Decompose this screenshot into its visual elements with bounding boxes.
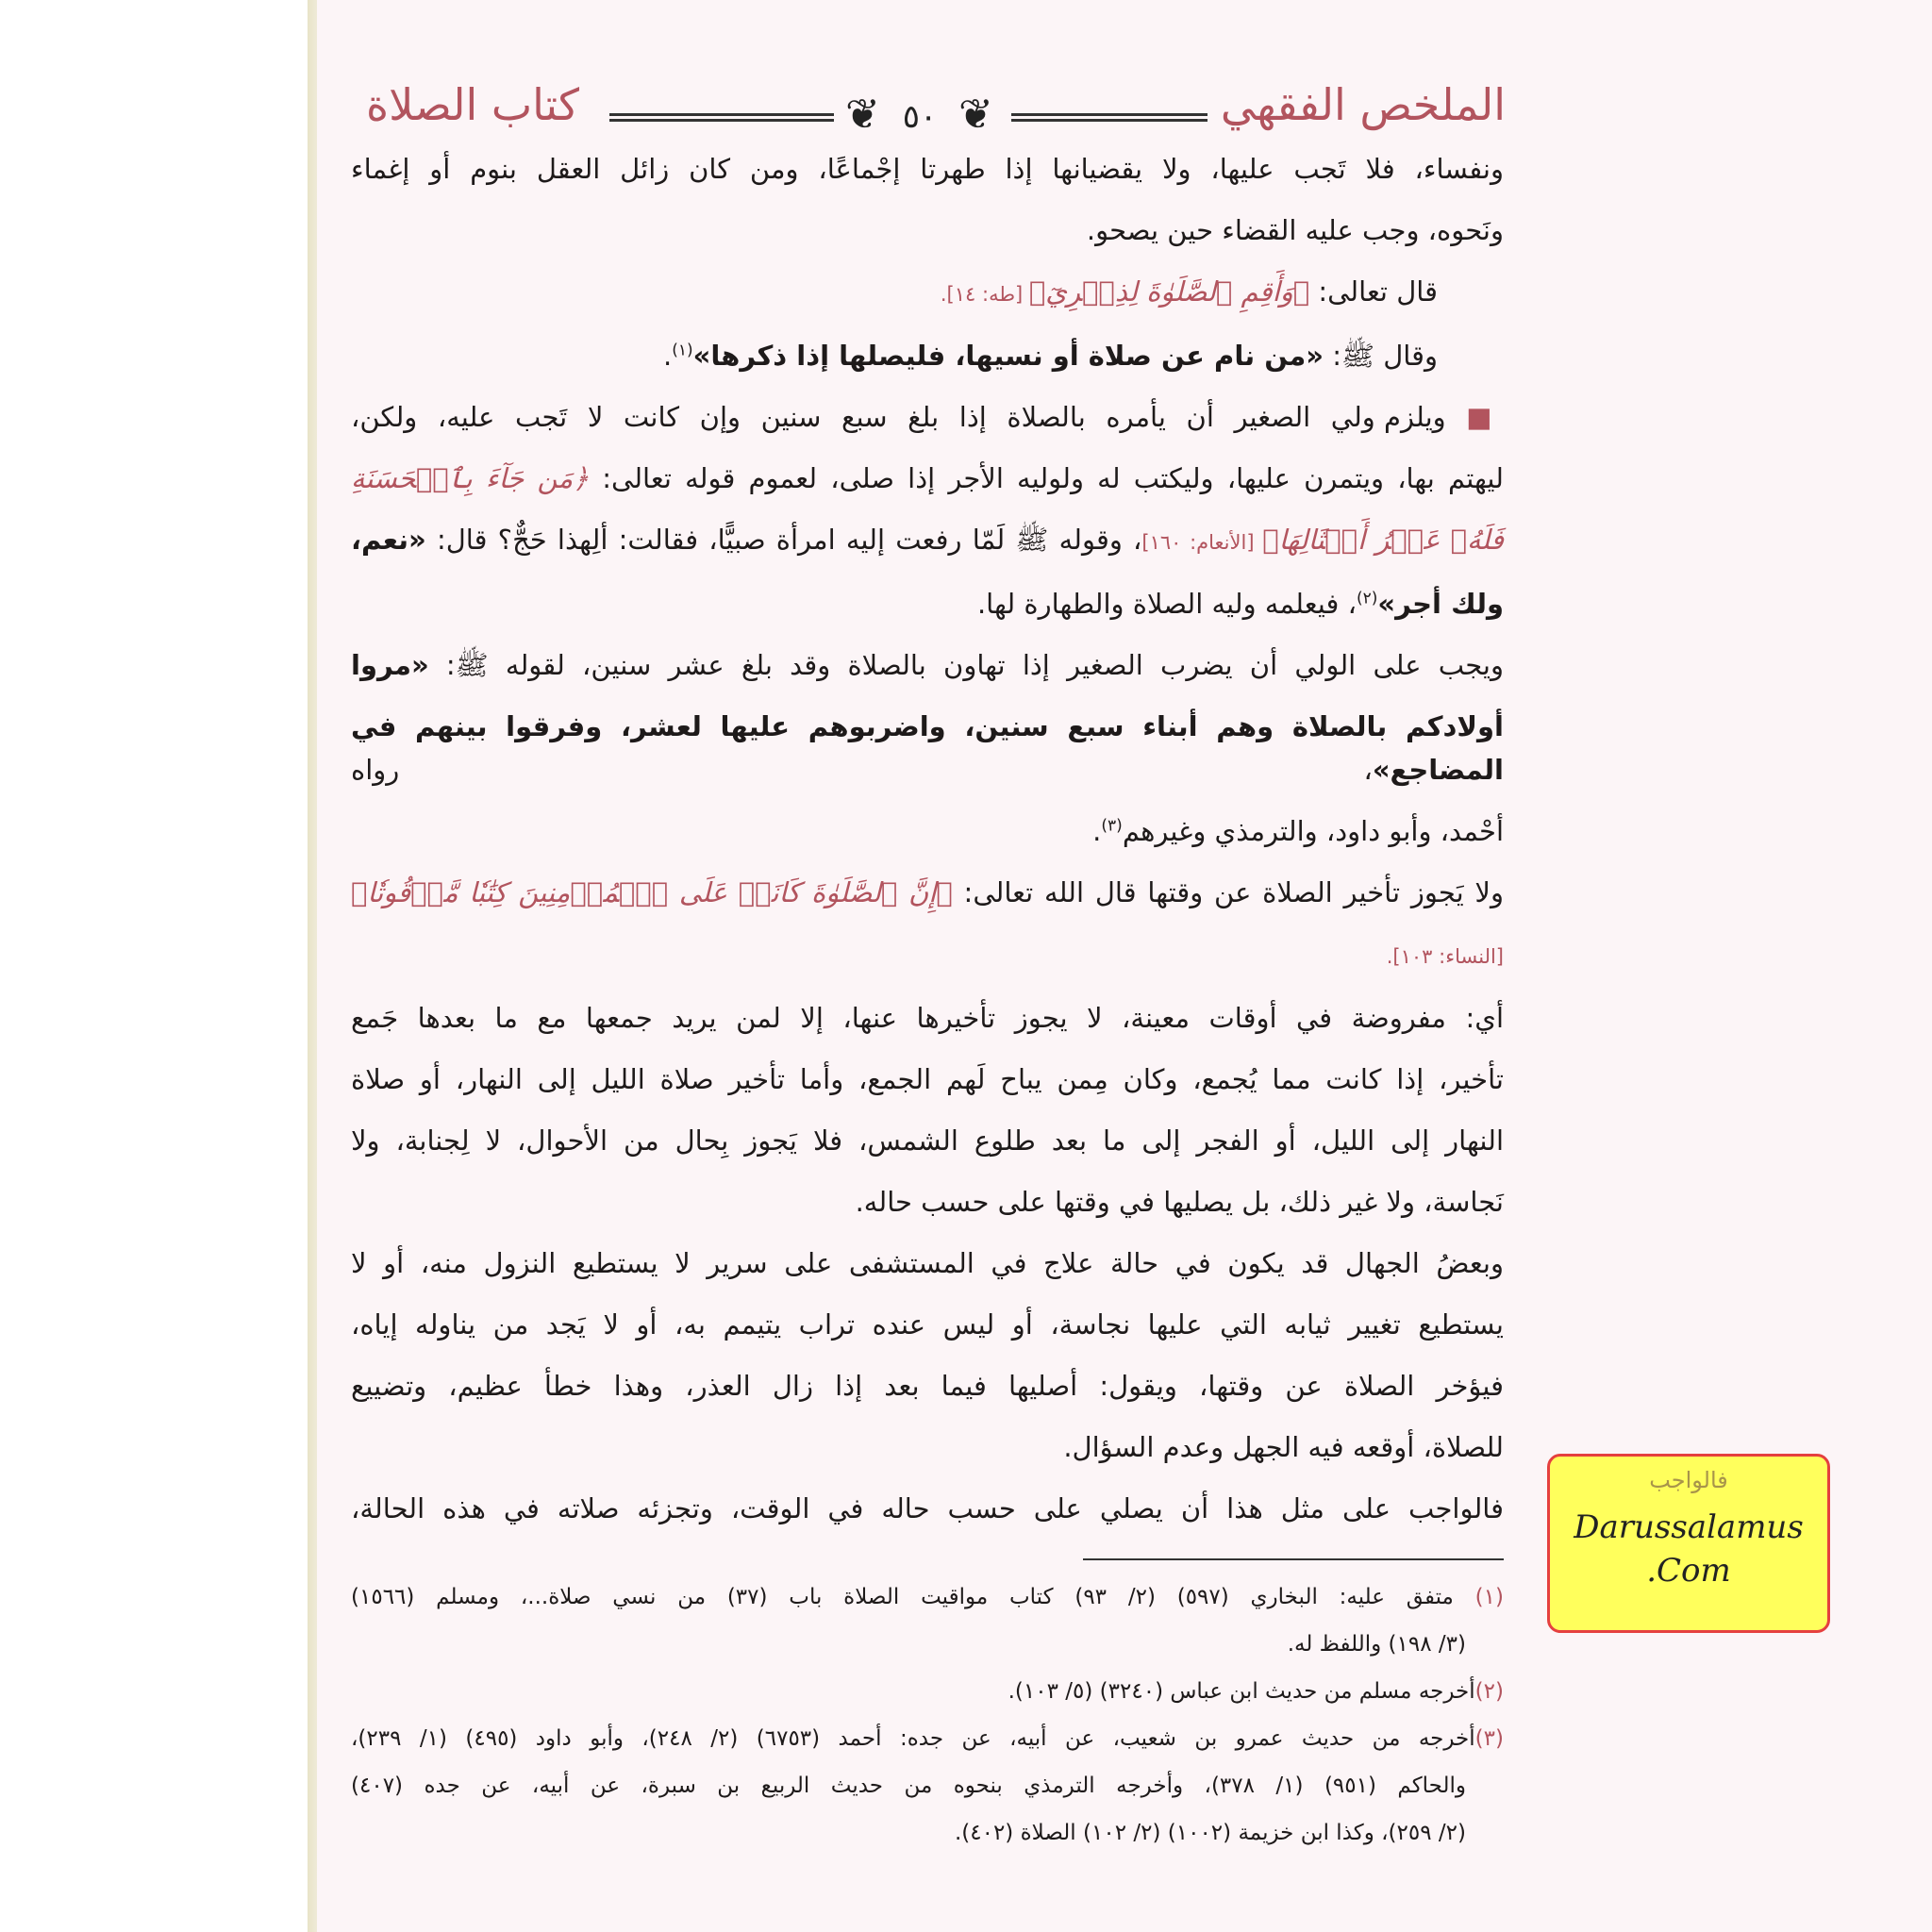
text-segment: (٢/ ٢٥٩)، وكذا ابن خزيمة (١٠٠٢) (٢/ ١٠٢) الصلاة (٤٠٢). bbox=[954, 1821, 1466, 1845]
body-line bbox=[351, 932, 1504, 978]
body-line bbox=[351, 871, 1504, 914]
text-segment: (٣/ ١٩٨) واللفظ له. bbox=[1287, 1632, 1466, 1657]
bold-segment: «مروا bbox=[351, 649, 429, 681]
fnum-segment: (٣) bbox=[1474, 1726, 1504, 1751]
text-segment: أخرجه من حديث عمرو بن شعيب، عن أبيه، عن جده: أحمد (٦٧٥٣) (٢/ ٢٤٨)، وأبو داود (٤٩٥) (١/ ٢٣٩)، bbox=[351, 1726, 1475, 1751]
footnotes bbox=[351, 1581, 1504, 1849]
text-segment: النهار إلى الليل، أو الفجر إلى ما بعد طلوع الشمس، فلا يَجوز بِحال من الأحوال، لا لِجنابة، ولا bbox=[351, 1124, 1504, 1157]
verse-segment: ﴿مَن جَآءَ بِٱلۡحَسَنَةِ bbox=[351, 462, 590, 494]
text-segment: تأخير، إذا كانت مما يُجمع، وكان مِمن يباح لَهم الجمع، وأما تأخير صلاة الليل إلى النهار، أو صلاة bbox=[351, 1063, 1504, 1095]
body-line bbox=[351, 147, 1504, 191]
ornament-right-icon: ❦ bbox=[958, 91, 993, 139]
body-line bbox=[351, 643, 1504, 687]
ref-segment: [الأنعام: ١٦٠] bbox=[1141, 531, 1263, 554]
text-segment: أخرجه مسلم من حديث ابن عباس (٣٢٤٠) (٥/ ١٠٣). bbox=[1008, 1679, 1475, 1704]
bold-segment: ولك أجر» bbox=[1377, 588, 1504, 620]
verse-segment: ﴿إِنَّ ٱلصَّلَوٰةَ كَانَتۡ عَلَى ٱلۡمُؤۡمِنِينَ كِتَٰبٗا مَّوۡقُوتٗا﴾ bbox=[351, 876, 953, 908]
verse-segment: فَلَهُۥ عَشۡرُ أَمۡثَالِهَا﴾ bbox=[1262, 524, 1504, 556]
body-line bbox=[351, 1303, 1504, 1346]
header-rule-left bbox=[609, 113, 834, 122]
ref-segment: [طه: ١٤]. bbox=[940, 283, 1029, 306]
body-line bbox=[351, 334, 1504, 377]
text-segment: قال تعالى: bbox=[1309, 275, 1438, 308]
body-line bbox=[351, 1119, 1504, 1162]
sup-segment: (٣) bbox=[1101, 816, 1123, 836]
footnote-separator bbox=[1083, 1558, 1504, 1560]
sup-segment: (١) bbox=[672, 341, 693, 360]
body-line bbox=[351, 1180, 1504, 1224]
footnote-line bbox=[351, 1628, 1504, 1660]
page-number: ٥٠ bbox=[902, 98, 938, 136]
header-rule-right bbox=[1011, 113, 1208, 122]
watermark-covered-word: فالواجب bbox=[1649, 1467, 1728, 1493]
body-text bbox=[351, 147, 1504, 1530]
body-line bbox=[351, 395, 1504, 439]
text-segment: أحْمد، وأبو داود، والترمذي وغيرهم bbox=[1122, 815, 1504, 847]
body-line bbox=[351, 208, 1504, 252]
body-line bbox=[351, 1241, 1504, 1285]
footnote-line bbox=[351, 1770, 1504, 1802]
text-segment: للصلاة، أوقعه فيه الجهل وعدم السؤال. bbox=[1063, 1431, 1504, 1463]
body-line bbox=[351, 1364, 1504, 1407]
page-text-column bbox=[351, 147, 1504, 1864]
body-line bbox=[351, 1487, 1504, 1530]
text-segment: وقال ﷺ: bbox=[1323, 340, 1438, 372]
bold-segment: «من نام عن صلاة أو نسيها، فليصلها إذا ذكرها» bbox=[692, 340, 1324, 372]
body-line bbox=[351, 518, 1504, 564]
body-line bbox=[351, 582, 1504, 625]
text-segment: ، رواه bbox=[351, 754, 1373, 786]
ornament-left-icon: ❦ bbox=[845, 91, 880, 139]
text-segment: ولا يَجوز تأخير الصلاة عن وقتها قال الله تعالى: bbox=[952, 876, 1504, 908]
text-segment: ونفساء، فلا تَجب عليها، ولا يقضيانها إذا طهرتا إجْماعًا، ومن كان زائل العقل بنوم أو إغماء bbox=[351, 153, 1504, 185]
watermark-line2: .Com bbox=[1646, 1552, 1731, 1590]
body-line bbox=[351, 1058, 1504, 1101]
footnote-line bbox=[351, 1675, 1504, 1707]
body-line bbox=[351, 996, 1504, 1040]
text-segment: ، وقوله ﷺ لَمّا رفعت إليه امرأة صبيًّا، فقالت: ألِهذا حَجٌّ؟ قال: bbox=[425, 524, 1142, 556]
text-segment: . bbox=[1092, 815, 1102, 847]
text-segment: متفق عليه: البخاري (٥٩٧) (٢/ ٩٣) كتاب مواقيت الصلاة باب (٣٧) من نسي صلاة...، ومسلم (١٥٦٦) bbox=[351, 1585, 1454, 1609]
text-segment: وبعضُ الجهال قد يكون في حالة علاج في المستشفى على سرير لا يستطيع النزول منه، أو لا bbox=[351, 1247, 1504, 1279]
text-segment: نَجاسة، ولا غير ذلك، بل يصليها في وقتها على حسب حاله. bbox=[855, 1186, 1504, 1218]
watermark-line1: Darussalamus bbox=[1574, 1508, 1804, 1546]
sup-segment: (٢) bbox=[1356, 589, 1378, 608]
text-segment: ، فيعلمه وليه الصلاة والطهارة لها. bbox=[976, 588, 1357, 620]
body-line bbox=[351, 1425, 1504, 1469]
body-line bbox=[351, 809, 1504, 853]
text-segment: يستطيع تغيير ثيابه التي عليها نجاسة، أو ليس عنده تراب يتيمم به، أو لا يَجد من يناوله إياه، bbox=[351, 1308, 1504, 1341]
fnum-segment: (٢) bbox=[1474, 1679, 1504, 1704]
footnote-line bbox=[351, 1581, 1504, 1613]
text-segment: ونَحوه، وجب عليه القضاء حين يصحو. bbox=[1086, 214, 1504, 246]
footnote-line bbox=[351, 1723, 1504, 1755]
footnote-line bbox=[351, 1817, 1504, 1849]
text-segment: . bbox=[663, 340, 673, 372]
bold-segment: أولادكم بالصلاة وهم أبناء سبع سنين، واضربوهم عليها لعشر، وفرقوا بينهم في المضاجع» bbox=[351, 710, 1504, 786]
ref-segment: [النساء: ١٠٣]. bbox=[1386, 945, 1504, 968]
text-segment: فالواجب على مثل هذا أن يصلي على حسب حاله في الوقت، وتجزئه صلاته في هذه الحالة، bbox=[351, 1492, 1504, 1524]
text-segment: ويجب على الولي أن يضرب الصغير إذا تهاون بالصلاة وقد بلغ عشر سنين، لقوله ﷺ: bbox=[428, 649, 1504, 681]
text-segment: والحاكم (٩٥١) (١/ ٣٧٨)، وأخرجه الترمذي بنحوه من حديث الربيع بن سبرة، عن أبيه، عن جده (٤٠٧) bbox=[351, 1774, 1467, 1798]
fnum-segment: (١) bbox=[1453, 1585, 1504, 1609]
body-line bbox=[351, 270, 1504, 316]
bullet-segment: ■ bbox=[1445, 401, 1504, 433]
text-segment: أي: مفروضة في أوقات معينة، لا يجوز تأخيرها عنها، إلا لمن يريد جمعها مع ما بعدها جَمع bbox=[351, 1002, 1504, 1034]
text-segment: ويلزم ولي الصغير أن يأمره بالصلاة إذا بلغ سبع سنين وإن كانت لا تَجب عليه، ولكن، bbox=[351, 401, 1446, 433]
text-segment: فيؤخر الصلاة عن وقتها، ويقول: أصليها فيما بعد إذا زال العذر، وهذا خطأ عظيم، وتضييع bbox=[351, 1370, 1504, 1402]
body-line bbox=[351, 705, 1504, 791]
body-line bbox=[351, 457, 1504, 500]
verse-segment: ﴿وَأَقِمِ ٱلصَّلَوٰةَ لِذِكۡرِيٓ﴾ bbox=[1028, 275, 1310, 308]
text-segment: ليهتم بها، ويتمرن عليها، وليكتب له ولوليه الأجر إذا صلى، لعموم قوله تعالى: bbox=[589, 462, 1504, 494]
chapter-title: كتاب الصلاة bbox=[366, 79, 579, 130]
bold-segment: «نعم، bbox=[351, 524, 426, 556]
watermark-badge bbox=[1547, 1454, 1830, 1633]
book-title: الملخص الفقهي bbox=[1220, 79, 1507, 130]
